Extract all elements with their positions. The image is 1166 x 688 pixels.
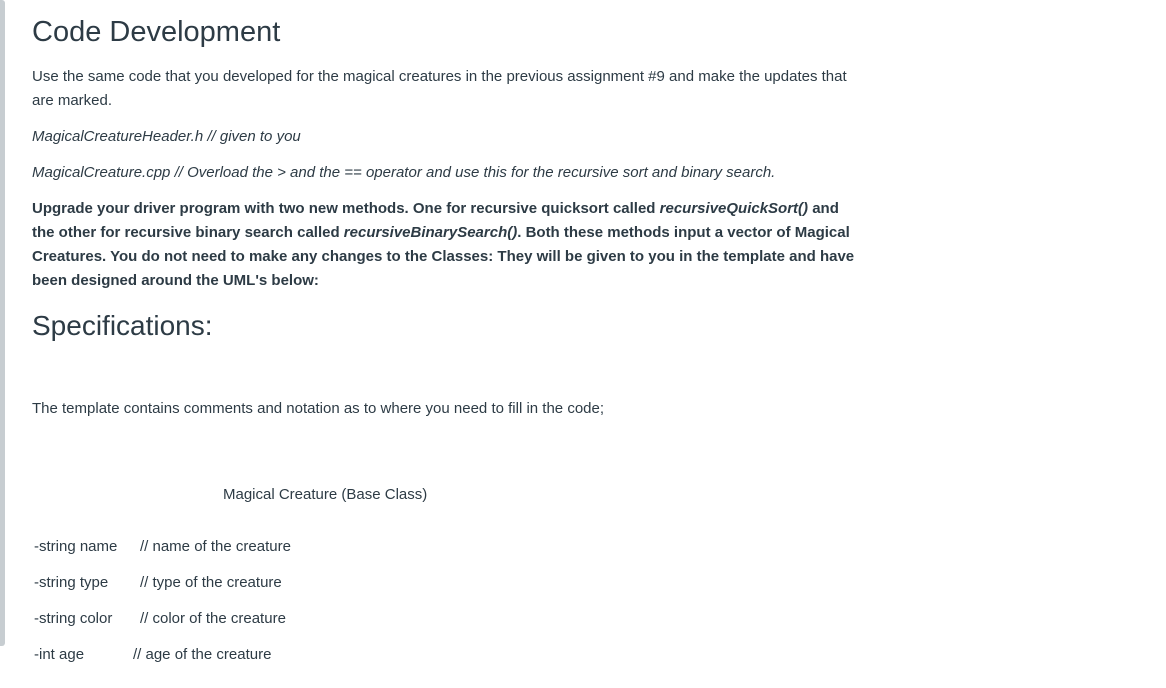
uml-field-comment: // type of the creature [140,574,282,591]
upgrade-paragraph [32,197,862,293]
uml-field: -string name [34,538,118,555]
upgrade-text-2: and the other for recursive binary search called [32,200,839,241]
header-file-note: MagicalCreatureHeader.h // given to you [32,128,301,145]
intro-paragraph: Use the same code that you developed for the magical creatures in the previous assignment #9 and make the updates that are marked. [32,68,847,109]
method-binarysearch: recursiveBinarySearch() [343,224,518,241]
assignment-content [32,0,862,663]
left-scroll-rail [0,0,5,646]
upgrade-text-1: Upgrade your driver program with two new methods. One for recursive quicksort called [32,200,660,217]
uml-field: -string type [34,574,109,591]
uml-class-title: Magical Creature (Base Class) [223,486,428,503]
uml-field-row [34,571,282,595]
uml-field-row [34,607,286,631]
method-quicksort: recursiveQuickSort() [659,200,809,217]
uml-field: -string color [34,610,113,627]
uml-field-comment: // color of the creature [140,610,286,627]
uml-field-row [34,643,272,667]
template-note: The template contains comments and notation as to where you need to fill in the code; [32,400,605,417]
page-title: Code Development [32,16,281,48]
upgrade-text-3: . Both these methods input a vector of Magical Creatures. You do not need to make any changes to the Classes: They will be given to you in the template and have been designed around the UML's below: [32,224,855,289]
uml-field: -int age [34,646,85,663]
uml-field-comment: // name of the creature [140,538,291,555]
uml-field-row [34,535,291,559]
specifications-heading: Specifications: [32,310,213,341]
uml-field-comment: // age of the creature [133,646,272,663]
cpp-file-note: MagicalCreature.cpp // Overload the > and the == operator and use this for the recursive sort and binary search. [32,164,776,181]
